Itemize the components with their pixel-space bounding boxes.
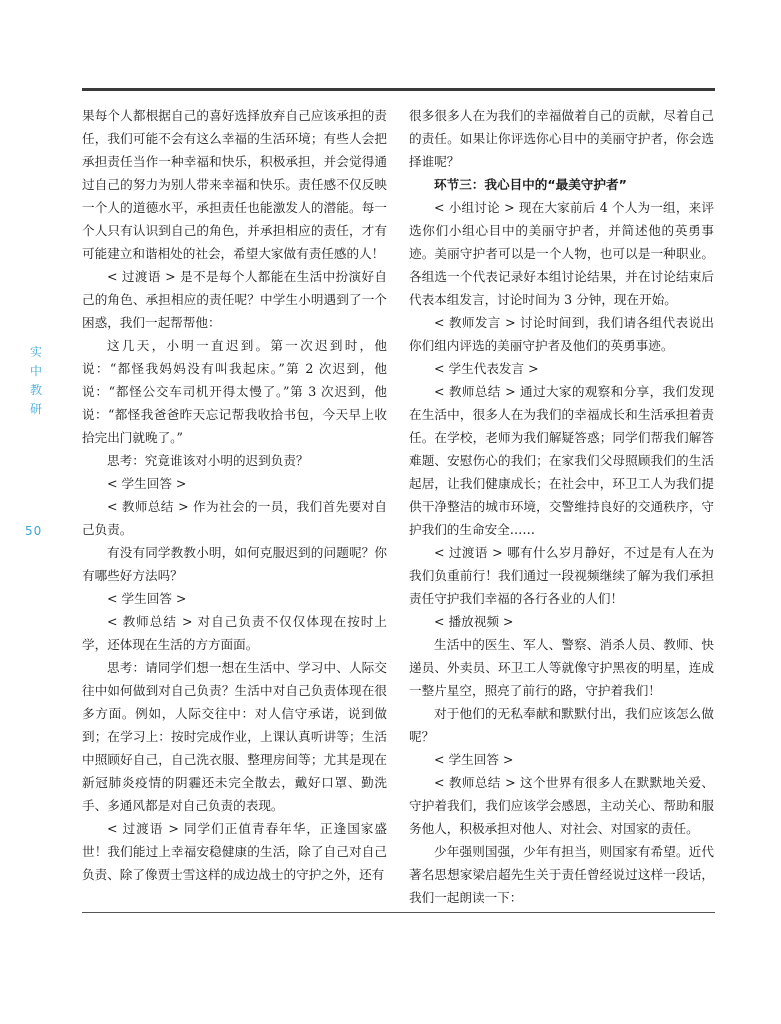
paragraph: 很多很多人在为我们的幸福做着自己的贡献，尽着自己的责任。如果让你评选你心目中的美丽守护者，你会选择谁呢？: [409, 108, 714, 169]
paragraph: < 过渡语 > 同学们正值青春年华，正逢国家盛世！我们能过上幸福安稳健康的生活，除了自己对自己负责、除了像贾士雪这样的成边战士的守护之外，还有: [82, 821, 387, 882]
section-heading: 环节三：我心目中的“最美守护者”: [434, 177, 627, 192]
paragraph: < 学生回答 >: [107, 591, 187, 606]
paragraph: 思考：究竟谁该对小明的迟到负责？: [107, 453, 309, 468]
left-column: [82, 104, 387, 886]
header-rule: [82, 88, 715, 91]
paragraph: < 教师发言 > 讨论时间到，我们请各组代表说出你们组内评选的美丽守护者及他们的英勇事迹。: [409, 315, 714, 353]
paragraph: < 播放视频 >: [434, 614, 514, 629]
paragraph: < 过渡语 > 哪有什么岁月静好，不过是有人在为我们负重前行！我们通过一段视频继续了解为我们承担责任守护我们幸福的各行各业的人们！: [409, 545, 714, 606]
paragraph: < 教师总结 > 通过大家的观察和分享，我们发现在生活中，很多人在为我们的幸福成长和生活承担着责任。在学校，老师为我们解疑答惑；同学们帮我们解答难题、安慰伤心的我们；在家我们父母照顾我们的生活起居，让我们健康成长；在社会中，环卫工人为我们提供干净整洁的城市环境，交警维持良好的交通秩序，守护我们的生命安全……: [409, 384, 714, 537]
paragraph: 对于他们的无私奉献和默默付出，我们应该怎么做呢？: [409, 706, 714, 744]
paragraph: < 学生回答 >: [107, 476, 187, 491]
journal-char: 研: [29, 402, 42, 416]
paragraph: 生活中的医生、军人、警察、消杀人员、教师、快递员、外卖员、环卫工人等就像守护黑夜的明星，连成一整片星空，照亮了前行的路，守护着我们！: [409, 637, 714, 698]
paragraph: < 教师总结 > 这个世界有很多人在默默地关爱、守护着我们，我们应该学会感恩，主动关心、帮助和服务他人，积极承担对他人、对社会、对国家的责任。: [409, 775, 714, 836]
paragraph: 有没有同学教教小明，如何克服迟到的问题呢？你有哪些好方法吗？: [82, 545, 387, 583]
paragraph: < 学生回答 >: [434, 752, 514, 767]
journal-char: 教: [29, 383, 42, 397]
paragraph: < 教师总结 > 作为社会的一员，我们首先要对自己负责。: [82, 499, 387, 537]
footer-rule: [82, 912, 715, 913]
paragraph: < 过渡语 > 是不是每个人都能在生活中扮演好自己的角色、承担相应的责任呢？中学生小明遇到了一个困惑，我们一起帮帮他：: [82, 269, 387, 330]
right-column: [409, 104, 714, 909]
page-number: 50: [25, 524, 43, 538]
paragraph: 果每个人都根据自己的喜好选择放弃自己应该承担的责任，我们可能不会有这么幸福的生活环境；有些人会把承担责任当作一种幸福和快乐，积极承担，并会觉得通过自己的努力为别人带来幸福和快乐。责任感不仅反映一个人的道德水平，承担责任也能激发人的潜能。每一个人只有认识到自己的角色，并承担相应的责任，才有可能建立和谐相处的社会，希望大家做有责任感的人！: [82, 108, 387, 261]
journal-name-vertical: [28, 343, 44, 419]
journal-char: 实: [29, 345, 42, 359]
paragraph: 思考：请同学们想一想在生活中、学习中、人际交往中如何做到对自己负责？生活中对自己负责体现在很多方面。例如，人际交往中：对人信守承诺，说到做到；在学习上：按时完成作业，上课认真听讲等；生活中照顾好自己，自己洗衣服、整理房间等；尤其是现在新冠肺炎疫情的阴霾还未完全散去，戴好口罩、勤洗手、多通风都是对自己负责的表现。: [82, 660, 387, 813]
paragraph: 这几天，小明一直迟到。第一次迟到时，他说：“都怪我妈妈没有叫我起床。”第 2 次迟到，他说：“都怪公交车司机开得太慢了。”第 3 次迟到，他说：“都怪我爸爸昨天忘记帮我收拾书包，今天早上收拾完出门就晚了。”: [82, 338, 387, 445]
paragraph: < 学生代表发言 >: [434, 361, 539, 376]
paragraph: 少年强则国强，少年有担当，则国家有希望。近代著名思想家梁启超先生关于责任曾经说过这样一段话，我们一起朗读一下：: [409, 844, 714, 905]
paragraph: < 教师总结 > 对自己负责不仅仅体现在按时上学，还体现在生活的方方面面。: [82, 614, 387, 652]
journal-char: 中: [29, 364, 42, 378]
paragraph: < 小组讨论 > 现在大家前后 4 个人为一组，来评选你们小组心目中的美丽守护者，并简述他的英勇事迹。美丽守护者可以是一个人物，也可以是一种职业。各组选一个代表记录好本组讨论结果，并在讨论结束后代表本组发言，讨论时间为 3 分钟，现在开始。: [409, 200, 714, 307]
